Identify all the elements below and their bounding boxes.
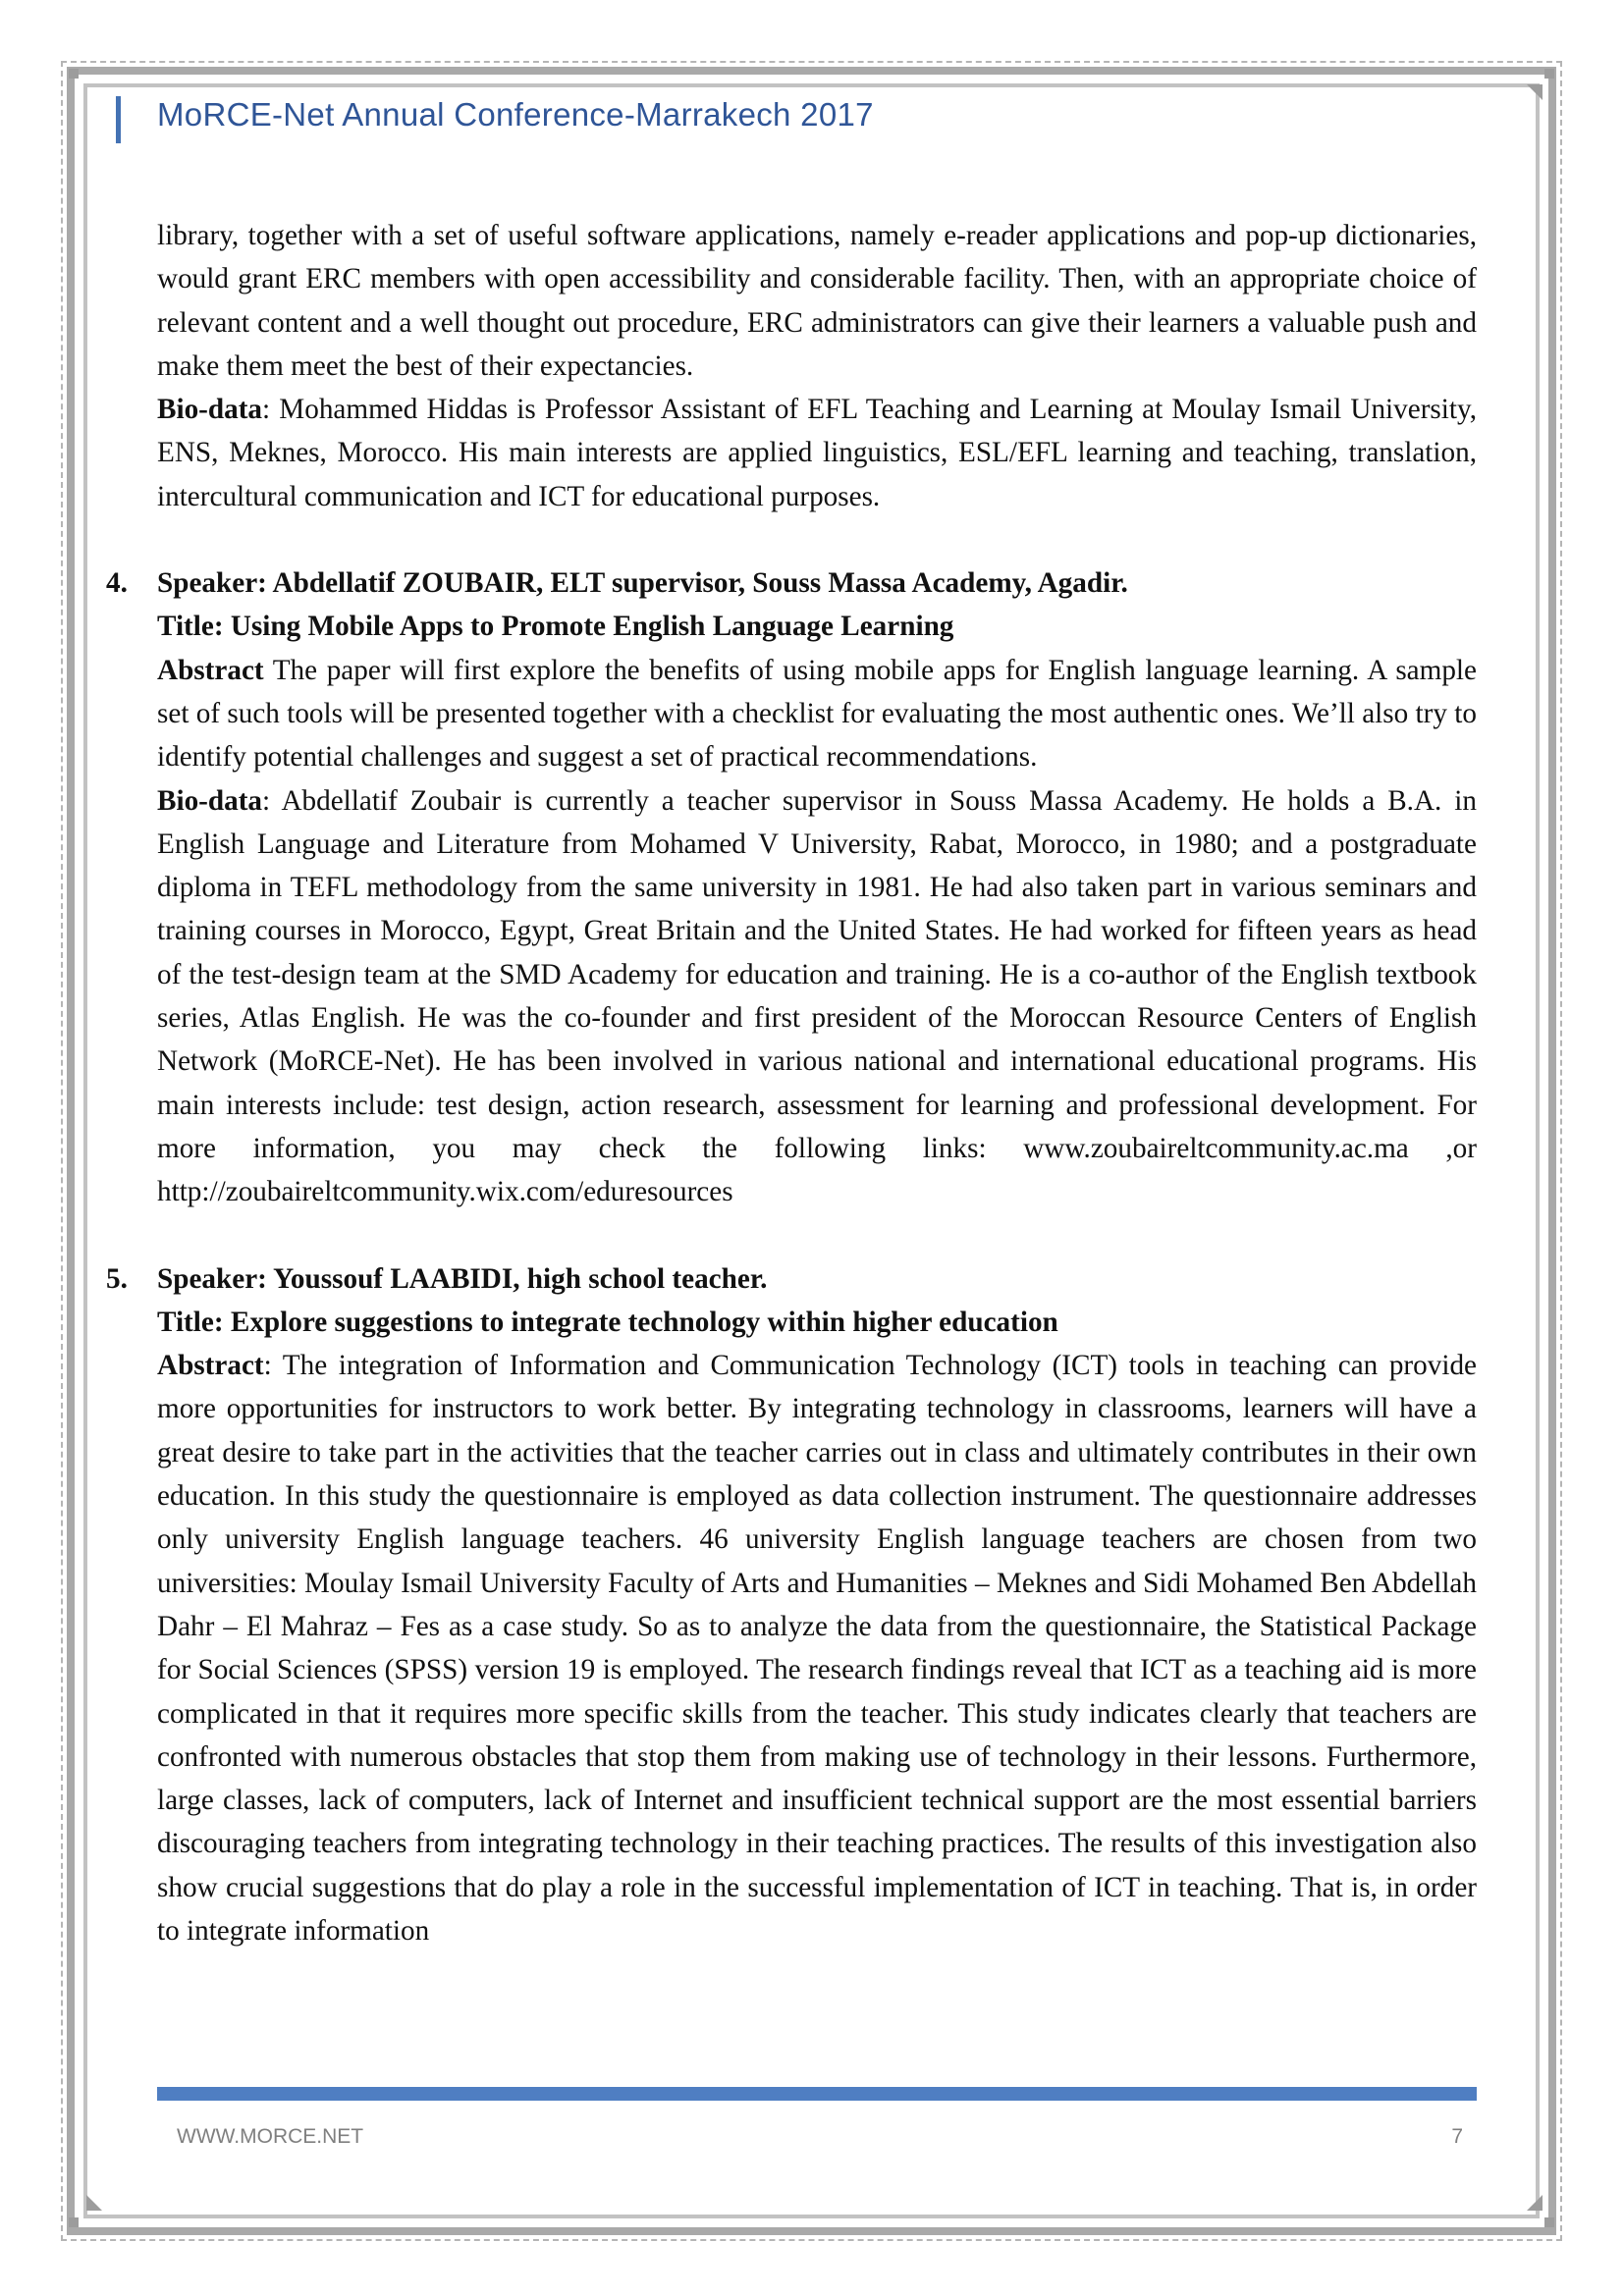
- bio-text: : Abdellatif Zoubair is currently a teacher supervisor in Souss Massa Academy. He holds a B.A. in English Language and Literature from Mohamed V University, Rabat, Morocco, in 1980; and a postgraduate diploma in TEFL methodology from the same university in 1981. He had also taken part in various seminars and training courses in Morocco, Egypt, Great Britain and the United States. He had worked for fifteen years as head of the test-design team at the SMD Academy for education and training. He is a co-author of the English textbook series, Atlas English. He was the co-founder and first president of the Moroccan Resource Centers of English Network (MoRCE-Net). He has been involved in various national and international educational programs. His main interests include: test design, action research, assessment for learning and professional development. For more information, you may check the following links: www.zoubaireltcommunity.ac.ma ,or http://zoubaireltcommunity.wix.com/eduresources: [157, 784, 1477, 1208]
- page-number: 7: [1451, 2125, 1463, 2148]
- abstract-label: Abstract: [157, 654, 264, 686]
- frame-corner-triangle: [1527, 2195, 1543, 2211]
- footer-accent-bar: [157, 2087, 1477, 2101]
- abstract-paragraph: [157, 1344, 1477, 1952]
- abstract-label: Abstract: [157, 1350, 264, 1382]
- abstract-text: The paper will first explore the benefits of using mobile apps for English language learning. A sample set of such tools will be presented together with a checklist for evaluating the most authentic ones. We’ll also try to identify potential challenges and suggest a set of practical recommendations.: [157, 654, 1477, 774]
- abstract-text: : The integration of Information and Communication Technology (ICT) tools in teaching can provide more opportunities for instructors to work better. By integrating technology in classrooms, learners will have a great desire to take part in the activities that the teacher carries out in class and ultimately contributes in their own education. In this study the questionnaire is employed as data collection instrument. The questionnaire addresses only university English language teachers. 46 university English language teachers are chosen from two universities: Moulay Ismail University Faculty of Arts and Humanities – Meknes and Sidi Mohamed Ben Abdellah Dahr – El Mahraz – Fes as a case study. So as to analyze the data from the questionnaire, the Statistical Package for Social Sciences (SPSS) version 19 is employed. The research findings reveal that ICT as a teaching aid is more complicated in that it requires more specific skills from the teacher. This study indicates clearly that teachers are confronted with numerous obstacles that stop them from making use of technology in their lessons. Furthermore, large classes, lack of computers, lack of Internet and insufficient technical support are the most essential barriers discouraging teachers from integrating technology in their teaching practices. The results of this investigation also show crucial suggestions that do play a role in the successful implementation of ICT in teaching. That is, in order to integrate information: [157, 1350, 1477, 1947]
- footer-website: WWW.MORCE.NET: [177, 2125, 364, 2148]
- speaker-line: Speaker: Abdellatif ZOUBAIR, ELT supervisor, Souss Massa Academy, Agadir.: [157, 567, 1128, 600]
- bio-paragraph: [157, 779, 1477, 1214]
- frame-corner-square: [69, 2217, 79, 2227]
- bio-text: : Mohammed Hiddas is Professor Assistant of EFL Teaching and Learning at Moulay Ismail University, ENS, Meknes, Morocco. His main interests are applied linguistics, ESL/EFL learning and teaching, translation, intercultural communication and ICT for educational purposes.: [157, 394, 1477, 512]
- frame-corner-triangle: [86, 2195, 102, 2211]
- frame-corner-square: [69, 69, 79, 79]
- speaker-entry: [106, 1257, 1477, 1953]
- bio-label: Bio-data: [157, 784, 263, 817]
- document-body: [106, 214, 1477, 1952]
- speaker-number: 4.: [106, 567, 128, 600]
- header-accent-bar: [116, 96, 121, 143]
- abstract-paragraph: [157, 649, 1477, 779]
- bio-label: Bio-data: [157, 394, 263, 426]
- speaker-line: Speaker: Youssouf LAABIDI, high school teacher.: [157, 1262, 768, 1295]
- speaker-entry: [106, 561, 1477, 1213]
- intro-bio-paragraph: [157, 388, 1477, 518]
- intro-paragraph: library, together with a set of useful software applications, namely e-reader applications and pop-up dictionaries, would grant ERC members with open accessibility and considerable facility. Then, with an appropriate choice of relevant content and a well thought out procedure, ERC administrators can give their learners a valuable push and make them meet the best of their expectancies.: [157, 220, 1477, 382]
- talk-title: Title: Explore suggestions to integrate technology within higher education: [157, 1306, 1058, 1338]
- frame-corner-square: [1544, 2217, 1554, 2227]
- page-header-title: MoRCE-Net Annual Conference-Marrakech 2017: [157, 96, 874, 133]
- frame-corner-square: [1544, 69, 1554, 79]
- talk-title: Title: Using Mobile Apps to Promote English Language Learning: [157, 611, 954, 643]
- speaker-number: 5.: [106, 1262, 128, 1295]
- frame-corner-triangle: [1527, 84, 1543, 100]
